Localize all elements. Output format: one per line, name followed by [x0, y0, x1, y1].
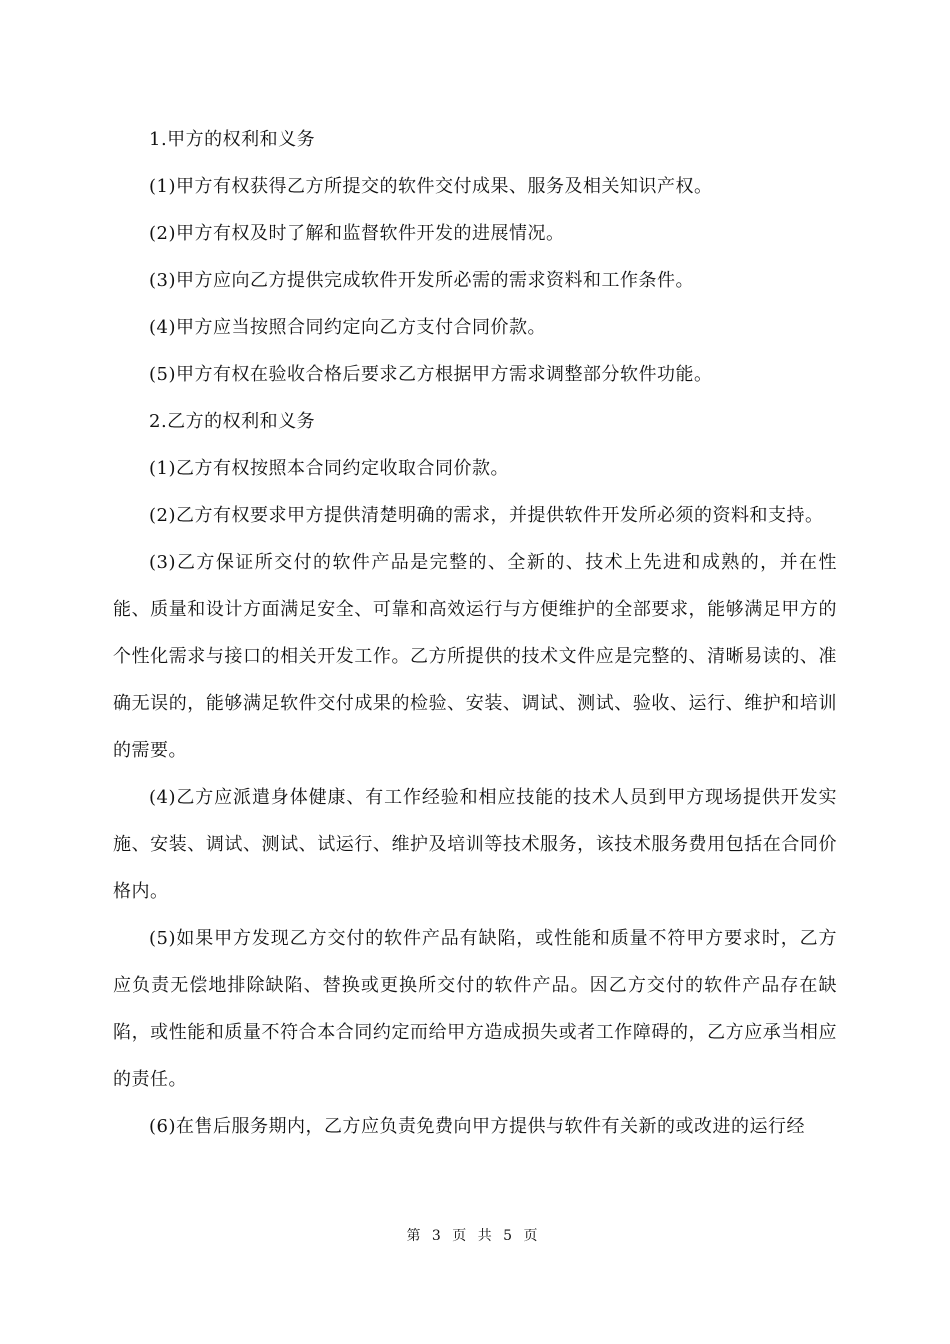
footer-prefix: 第 [406, 1228, 422, 1244]
page-footer [0, 1226, 950, 1246]
clause-party-b-5: (5)如果甲方发现乙方交付的软件产品有缺陷，或性能和质量不符甲方要求时，乙方应负责无偿地排除缺陷、替换或更换所交付的软件产品。因乙方交付的软件产品存在缺陷，或性能和质量不符合本合同约定而给甲方造成损失或者工作障碍的，乙方应承当相应的责任。 [113, 928, 837, 1090]
clause-party-a-3: (3)甲方应向乙方提供完成软件开发所必需的需求资料和工作条件。 [149, 270, 694, 291]
clause-party-b-2: (2)乙方有权要求甲方提供清楚明确的需求，并提供软件开发所必须的资料和支持。 [149, 505, 824, 526]
clause-party-b-3: (3)乙方保证所交付的软件产品是完整的、全新的、技术上先进和成熟的，并在性能、质量和设计方面满足安全、可靠和高效运行与方便维护的全部要求，能够满足甲方的个性化需求与接口的相关开发工作。乙方所提供的技术文件应是完整的、清晰易读的、准确无误的，能够满足软件交付成果的检验、安装、调试、测试、验收、运行、维护和培训的需要。 [113, 552, 837, 761]
clause-party-b-6: (6)在售后服务期内，乙方应负责免费向甲方提供与软件有关新的或改进的运行经 [149, 1116, 805, 1137]
footer-total-word: 共 [477, 1228, 493, 1244]
footer-total-pages: 5 [503, 1228, 514, 1244]
clause-party-a-5: (5)甲方有权在验收合格后要求乙方根据甲方需求调整部分软件功能。 [149, 364, 713, 385]
clause-party-b-4: (4)乙方应派遣身体健康、有工作经验和相应技能的技术人员到甲方现场提供开发实施、安装、调试、测试、试运行、维护及培训等技术服务，该技术服务费用包括在合同价格内。 [113, 787, 837, 902]
section-heading-party-b: 2.乙方的权利和义务 [149, 411, 316, 432]
clause-party-a-2: (2)甲方有权及时了解和监督软件开发的进展情况。 [149, 223, 565, 244]
section-heading-party-a: 1.甲方的权利和义务 [149, 129, 316, 150]
clause-party-b-1: (1)乙方有权按照本合同约定收取合同价款。 [149, 458, 509, 479]
clause-party-a-4: (4)甲方应当按照合同约定向乙方支付合同价款。 [149, 317, 546, 338]
footer-current-page: 3 [431, 1228, 442, 1244]
document-body [113, 116, 837, 1150]
clause-party-a-1: (1)甲方有权获得乙方所提交的软件交付成果、服务及相关知识产权。 [149, 176, 713, 197]
footer-page-word: 页 [452, 1228, 468, 1244]
footer-suffix: 页 [523, 1228, 539, 1244]
